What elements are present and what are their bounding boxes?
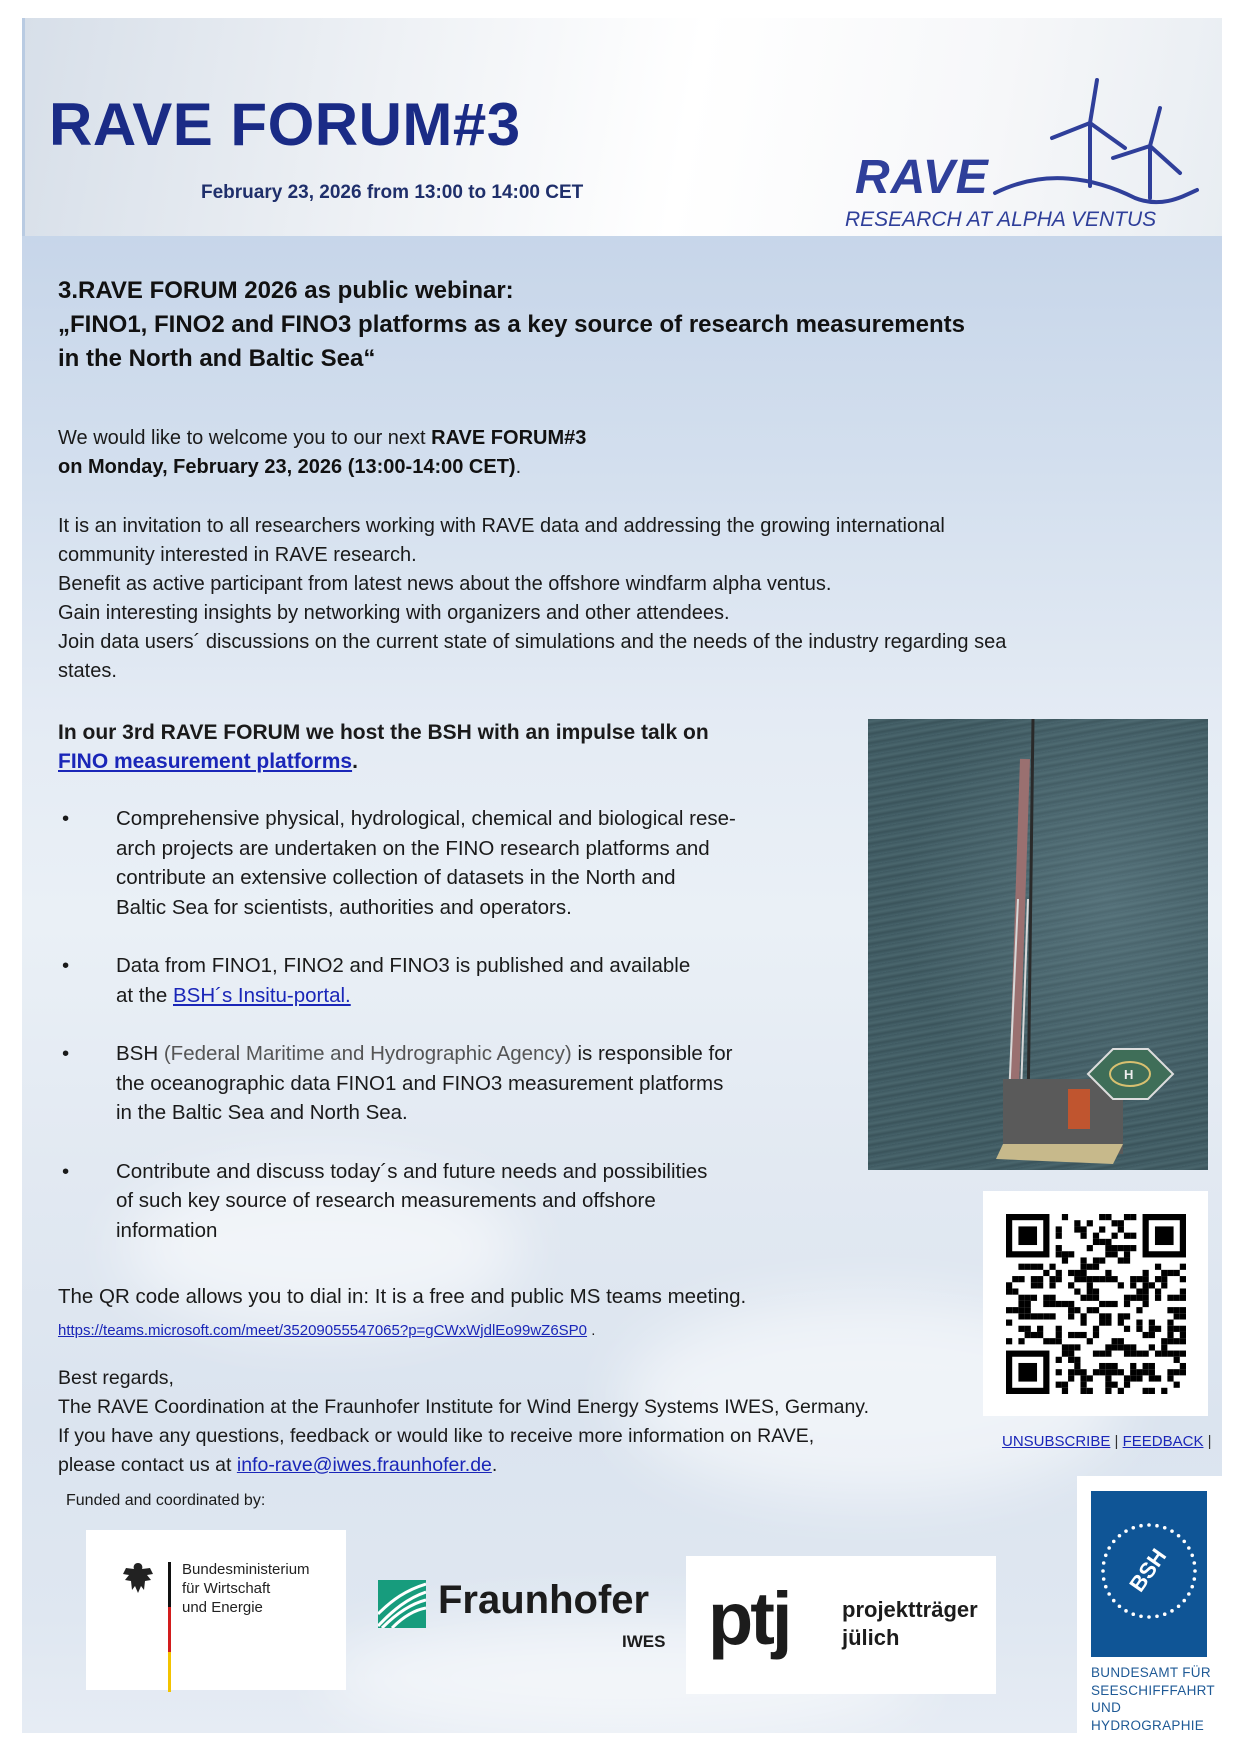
flag-stripe-red: [168, 1607, 171, 1652]
fraunhofer-mark-icon: [378, 1580, 426, 1628]
invitation-line: It is an invitation to all researchers working with RAVE data and addressing the growing international: [58, 515, 945, 537]
heading-line: „FINO1, FINO2 and FINO3 platforms as a key source of research measurements: [58, 311, 965, 338]
heading-line: 3.RAVE FORUM 2026 as public webinar:: [58, 277, 514, 304]
ptj-logo: [686, 1556, 996, 1694]
bullet-icon: •: [62, 1159, 70, 1183]
invitation-line: states.: [58, 660, 117, 682]
bullet-line: Contribute and discuss today´s and future needs and possibilities: [116, 1159, 708, 1183]
wind-turbine-icon: [985, 58, 1205, 208]
ptj-line: jülich: [842, 1625, 900, 1650]
fino-platforms-link[interactable]: FINO measurement platforms: [58, 750, 353, 773]
invitation-line: community interested in RAVE research.: [58, 544, 417, 566]
feedback-link[interactable]: FEEDBACK: [1122, 1433, 1204, 1450]
link-end: .: [587, 1322, 596, 1339]
bullet-icon: •: [62, 807, 70, 830]
bullet-line: arch projects are undertaken on the FINO research platforms and: [116, 836, 710, 860]
teams-link-row: [58, 1316, 595, 1345]
welcome-paragraph: [58, 424, 958, 482]
fraunhofer-unit: IWES: [622, 1632, 666, 1651]
unsubscribe-link[interactable]: UNSUBSCRIBE: [1002, 1433, 1111, 1450]
bullet-line: of such key source of research measurements and offshore: [116, 1189, 656, 1212]
agency-name: (Federal Maritime and Hydrographic Agency): [163, 1042, 572, 1065]
invitation-paragraph: [58, 512, 1208, 686]
event-name: RAVE FORUM#3: [431, 427, 587, 449]
teams-meeting-link[interactable]: https://teams.microsoft.com/meet/35209055547065?p=gCWxWjdlEo99wZ6SP0: [58, 1322, 588, 1339]
qr-code-icon: [1006, 1214, 1186, 1394]
footer-links: [1002, 1433, 1212, 1450]
bsh-logo-text: [1091, 1664, 1215, 1733]
bsh-abbrev: BSH: [116, 1042, 164, 1065]
heading-line: in the North and Baltic Sea“: [58, 345, 376, 372]
event-date: February 23, 2026 from 13:00 to 14:00 CET: [201, 182, 584, 203]
bullet-line: information: [116, 1218, 218, 1242]
host-end: .: [352, 750, 358, 773]
invitation-line: Benefit as active participant from latest news about the offshore windfarm alpha ventus.: [58, 573, 832, 595]
bullet-line: is responsible for: [571, 1042, 733, 1065]
bsh-logo: [1077, 1476, 1222, 1733]
platform-image: [868, 719, 1208, 1170]
bullet-icon: •: [62, 1042, 70, 1065]
webinar-heading: [58, 274, 1178, 376]
federal-eagle-icon: [120, 1560, 156, 1596]
bullet-item: [58, 951, 858, 1010]
bullet-line: contribute an extensive collection of datasets in the North and: [116, 866, 676, 889]
closing-paragraph: [58, 1364, 1018, 1480]
bullet-line: Data from FINO1, FINO2 and FINO3 is published and available: [116, 954, 691, 977]
link-separator: |: [1114, 1433, 1119, 1450]
host-paragraph: [58, 718, 858, 776]
bsh-line: SEESCHIFFFAHRT: [1091, 1682, 1215, 1698]
host-text: In our 3rd RAVE FORUM we host the BSH with an impulse talk on: [58, 721, 709, 744]
bullet-line: at the: [116, 983, 173, 1007]
funded-by-label: Funded and coordinated by:: [66, 1492, 266, 1509]
header-banner: [22, 18, 1222, 236]
bmwi-line: Bundesministerium: [182, 1561, 310, 1578]
rave-logo-subtitle: RESEARCH AT ALPHA VENTUS: [845, 208, 1157, 231]
invitation-line: Gain interesting insights by networking with organizers and other attendees.: [58, 602, 730, 624]
contact-text: please contact us at: [58, 1454, 237, 1476]
bullet-line: Baltic Sea for scientists, authorities and operators.: [116, 895, 572, 919]
bullet-item: [58, 1157, 858, 1246]
newsletter-page: [22, 18, 1222, 1733]
bullet-list: [58, 804, 858, 1274]
bsh-line: HYDROGRAPHIE: [1091, 1717, 1205, 1733]
dial-in-text: The QR code allows you to dial in: It is a free and public MS teams meeting.: [58, 1285, 747, 1308]
rave-logo: [815, 58, 1205, 231]
bullet-item: [58, 804, 858, 922]
bsh-line: BUNDESAMT FÜR: [1091, 1665, 1211, 1680]
closing-signature: The RAVE Coordination at the Fraunhofer Institute for Wind Energy Systems IWES, Germany.: [58, 1396, 870, 1418]
bullet-line: Comprehensive physical, hydrological, chemical and biological rese-: [116, 807, 736, 830]
bsh-emblem: [1091, 1491, 1207, 1657]
qr-code[interactable]: [983, 1191, 1208, 1416]
bsh-emblem-text: BSH: [1124, 1543, 1172, 1597]
contact-email-link[interactable]: info-rave@iwes.fraunhofer.de: [236, 1454, 492, 1476]
ptj-logo-text: [842, 1596, 978, 1652]
bmwi-logo: [86, 1530, 346, 1690]
svg-text:H: H: [1124, 1067, 1134, 1082]
bmwi-line: für Wirtschaft: [182, 1580, 271, 1597]
bsh-star-circle-icon: [1091, 1491, 1207, 1657]
bullet-item: [58, 1039, 858, 1128]
contact-end: .: [491, 1454, 498, 1476]
flag-stripe-black: [168, 1562, 171, 1607]
bsh-line: UND: [1091, 1700, 1122, 1715]
closing-regards: Best regards,: [58, 1367, 174, 1389]
flag-stripe-gold: [168, 1652, 171, 1692]
fraunhofer-wordmark: Fraunhofer: [438, 1578, 650, 1622]
invitation-line: Join data users´ discussions on the current state of simulations and the needs of the industry regarding sea: [58, 631, 1007, 653]
welcome-text: We would like to welcome you to our next: [58, 427, 432, 449]
bmwi-logo-text: [182, 1560, 310, 1617]
ptj-line: projektträger: [842, 1597, 978, 1622]
insitu-portal-link[interactable]: BSH´s Insitu-portal.: [173, 983, 351, 1007]
closing-questions: If you have any questions, feedback or would like to receive more information on RAVE,: [58, 1425, 815, 1447]
bullet-icon: •: [62, 954, 70, 977]
rave-logo-wordmark: RAVE: [855, 151, 989, 204]
page-title: RAVE FORUM#3: [49, 91, 521, 158]
bmwi-line: und Energie: [182, 1599, 263, 1616]
bullet-line: in the Baltic Sea and North Sea.: [116, 1101, 408, 1124]
link-separator: |: [1207, 1433, 1212, 1450]
event-datetime: on Monday, February 23, 2026 (13:00-14:00 CET): [58, 456, 516, 478]
bullet-line: the oceanographic data FINO1 and FINO3 measurement platforms: [116, 1071, 724, 1095]
fino-platform-photo: [868, 719, 1208, 1170]
ptj-mark: ptj: [708, 1577, 790, 1660]
welcome-end: .: [515, 456, 522, 478]
